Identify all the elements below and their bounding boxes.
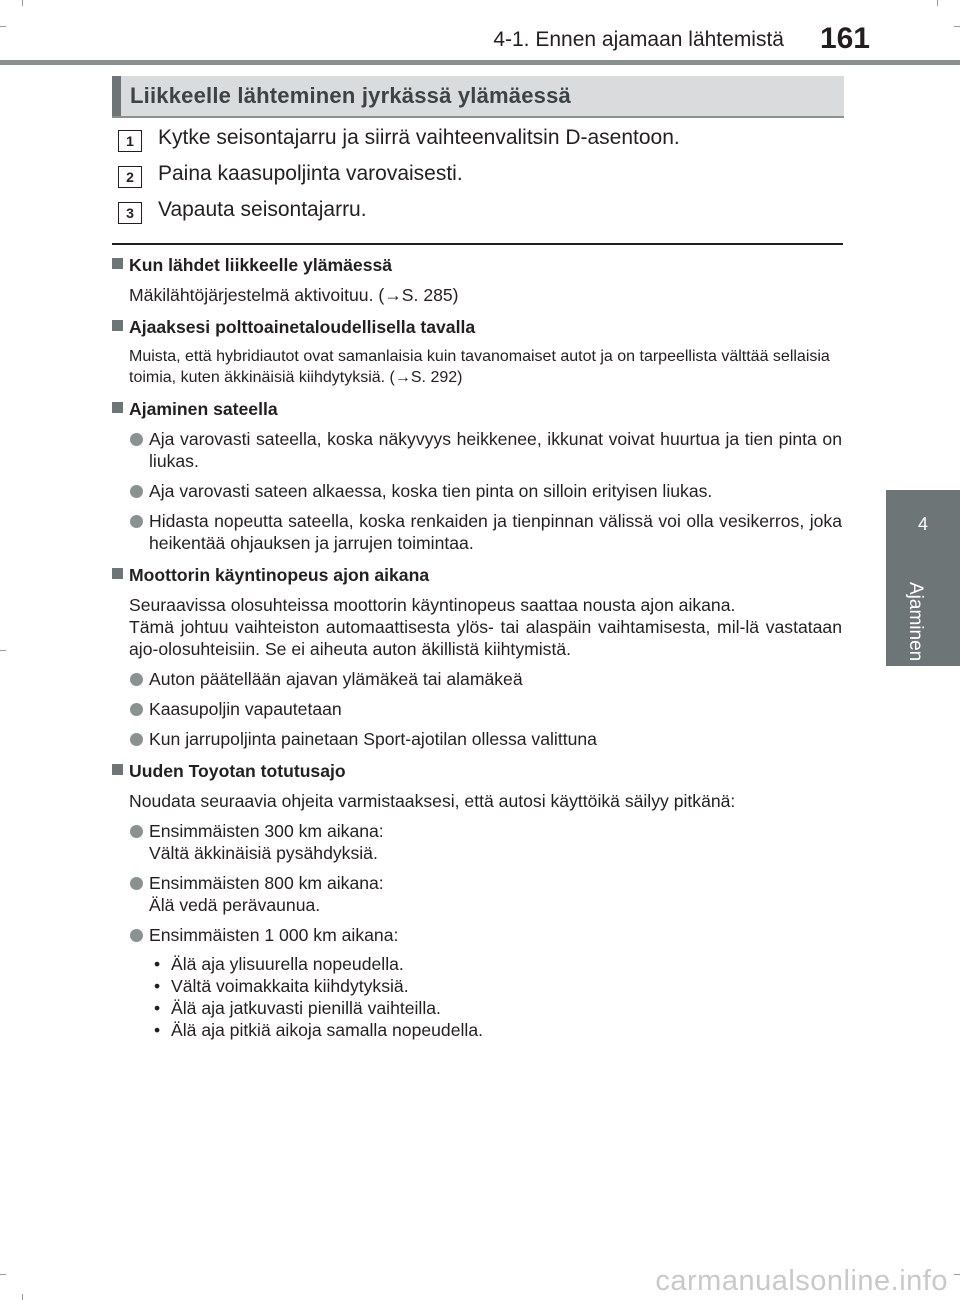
crop-mark	[0, 1274, 6, 1275]
dot-bullet-icon: •	[154, 998, 161, 1018]
bullet-item	[112, 924, 842, 946]
bullet-item	[112, 728, 842, 750]
step-text: Kytke seisontajarru ja siirrä vaihteenvalitsin D-asentoon.	[158, 126, 680, 149]
round-bullet-icon	[130, 673, 143, 686]
crop-mark	[0, 26, 6, 27]
note-text: Noudata seuraavia ohjeita varmistaaksesi, että autosi käyttöikä säilyy pitkänä:	[129, 791, 736, 811]
note-heading	[112, 254, 842, 276]
dot-bullet-icon: •	[154, 954, 161, 974]
round-bullet-icon	[130, 515, 143, 528]
note-heading-text: Ajaaksesi polttoainetaloudellisella tavalla	[129, 317, 476, 337]
chapter-label: Ajaminen	[905, 582, 926, 662]
bullet-text: Älä vedä perävaunua.	[149, 895, 321, 915]
crop-mark	[954, 1274, 960, 1275]
note-heading-text: Uuden Toyotan totutusajo	[129, 761, 346, 781]
sub-bullet-text: Vältä voimakkaita kiihdytyksiä.	[171, 976, 409, 996]
bullet-text: Vältä äkkinäisiä pysähdyksiä.	[149, 843, 378, 863]
round-bullet-icon	[130, 877, 143, 890]
note-heading	[112, 316, 842, 338]
square-bullet-icon	[112, 320, 123, 331]
bullet-item	[112, 480, 842, 502]
bullet-item	[112, 820, 842, 864]
page-number: 161	[819, 22, 870, 55]
note-text: Seuraavissa olosuhteissa moottorin käyntinopeus saattaa nousta ajon aikana.	[129, 595, 736, 615]
sub-bullet-item	[149, 1019, 842, 1041]
sub-bullet-text: Älä aja pitkiä aikoja samalla nopeudella.	[171, 1020, 483, 1040]
note-heading	[112, 564, 842, 586]
sub-bullet-item	[149, 953, 842, 975]
square-bullet-icon	[112, 764, 123, 775]
note-heading-text: Kun lähdet liikkeelle ylämäessä	[129, 255, 393, 275]
note-heading	[112, 398, 842, 420]
sub-bullet-list	[112, 953, 842, 1041]
section-title-bar	[112, 76, 121, 116]
bullet-text: Ensimmäisten 800 km aikana:	[149, 873, 384, 893]
section-title: Liikkeelle lähteminen jyrkässä ylämäessä	[130, 83, 571, 108]
bullet-item	[112, 428, 842, 472]
round-bullet-icon	[130, 825, 143, 838]
round-bullet-icon	[130, 433, 143, 446]
header-rule	[0, 60, 960, 65]
notes-content	[112, 254, 842, 1041]
bullet-item	[112, 698, 842, 720]
sub-bullet-item	[149, 997, 842, 1019]
round-bullet-icon	[130, 733, 143, 746]
note-heading	[112, 760, 842, 782]
section-title-box	[112, 76, 844, 118]
dot-bullet-icon: •	[154, 976, 161, 996]
step-number: 1	[118, 130, 142, 152]
chapter-number: 4	[917, 514, 928, 534]
round-bullet-icon	[130, 929, 143, 942]
crop-mark	[22, 0, 23, 6]
crop-mark	[0, 650, 6, 651]
bullet-text: Kaasupoljin vapautetaan	[149, 699, 342, 719]
bullet-text: Ensimmäisten 1 000 km aikana:	[149, 925, 399, 945]
section-divider	[112, 243, 843, 245]
step-text: Paina kaasupoljinta varovaisesti.	[158, 162, 463, 185]
bullet-text: Aja varovasti sateella, koska näkyvyys heikkenee, ikkunat voivat huurtua ja tien pinta on liukas.	[149, 429, 842, 471]
note-text: Tämä johtuu vaihteiston automaattisesta ylös- tai alaspäin vaihtamisesta, mil-lä vastataan ajo-olosuhteisiin. Se ei aiheuta auton äkillistä kiihtymistä.	[129, 617, 842, 659]
chapter-tab	[886, 490, 960, 568]
bullet-text: Ensimmäisten 300 km aikana:	[149, 821, 384, 841]
sub-bullet-item	[149, 975, 842, 997]
note-text: Muista, että hybridiautot ovat samanlaisia kuin tavanomaiset autot ja on tarpeellista välttää sellaisia toimia, kuten äkkinäisiä kiihdytyksiä. (→S. 292)	[129, 348, 830, 386]
square-bullet-icon	[112, 402, 123, 413]
round-bullet-icon	[130, 485, 143, 498]
square-bullet-icon	[112, 258, 123, 269]
bullet-item	[112, 668, 842, 690]
note-heading-text: Moottorin käyntinopeus ajon aikana	[129, 565, 430, 585]
bullet-text: Hidasta nopeutta sateella, koska renkaiden ja tienpinnan välissä voi olla vesikerros, joka heikentää ohjauksen ja jarrujen toimintaa.	[149, 511, 842, 553]
bullet-item	[112, 510, 842, 554]
running-header: 4-1. Ennen ajamaan lähtemistä	[493, 28, 784, 51]
crop-mark	[937, 0, 938, 6]
step-number: 3	[118, 202, 142, 224]
square-bullet-icon	[112, 568, 123, 579]
sub-bullet-text: Älä aja ylisuurella nopeudella.	[171, 954, 404, 974]
dot-bullet-icon: •	[154, 1020, 161, 1040]
step-number: 2	[118, 166, 142, 188]
bullet-item	[112, 872, 842, 916]
step-text: Vapauta seisontajarru.	[158, 198, 367, 221]
bullet-text: Auton päätellään ajavan ylämäkeä tai alamäkeä	[149, 669, 523, 689]
crop-mark	[22, 1294, 23, 1300]
crop-mark	[954, 26, 960, 27]
sub-bullet-text: Älä aja jatkuvasti pienillä vaihteilla.	[171, 998, 441, 1018]
bullet-text: Kun jarrupoljinta painetaan Sport-ajotilan ollessa valittuna	[149, 729, 597, 749]
note-text: Mäkilähtöjärjestelmä aktivoituu. (→S. 285)	[129, 285, 459, 305]
note-heading-text: Ajaminen sateella	[129, 399, 278, 419]
round-bullet-icon	[130, 703, 143, 716]
watermark: carmanualsonline.info	[655, 1265, 948, 1297]
bullet-text: Aja varovasti sateen alkaessa, koska tien pinta on silloin erityisen liukas.	[149, 481, 713, 501]
